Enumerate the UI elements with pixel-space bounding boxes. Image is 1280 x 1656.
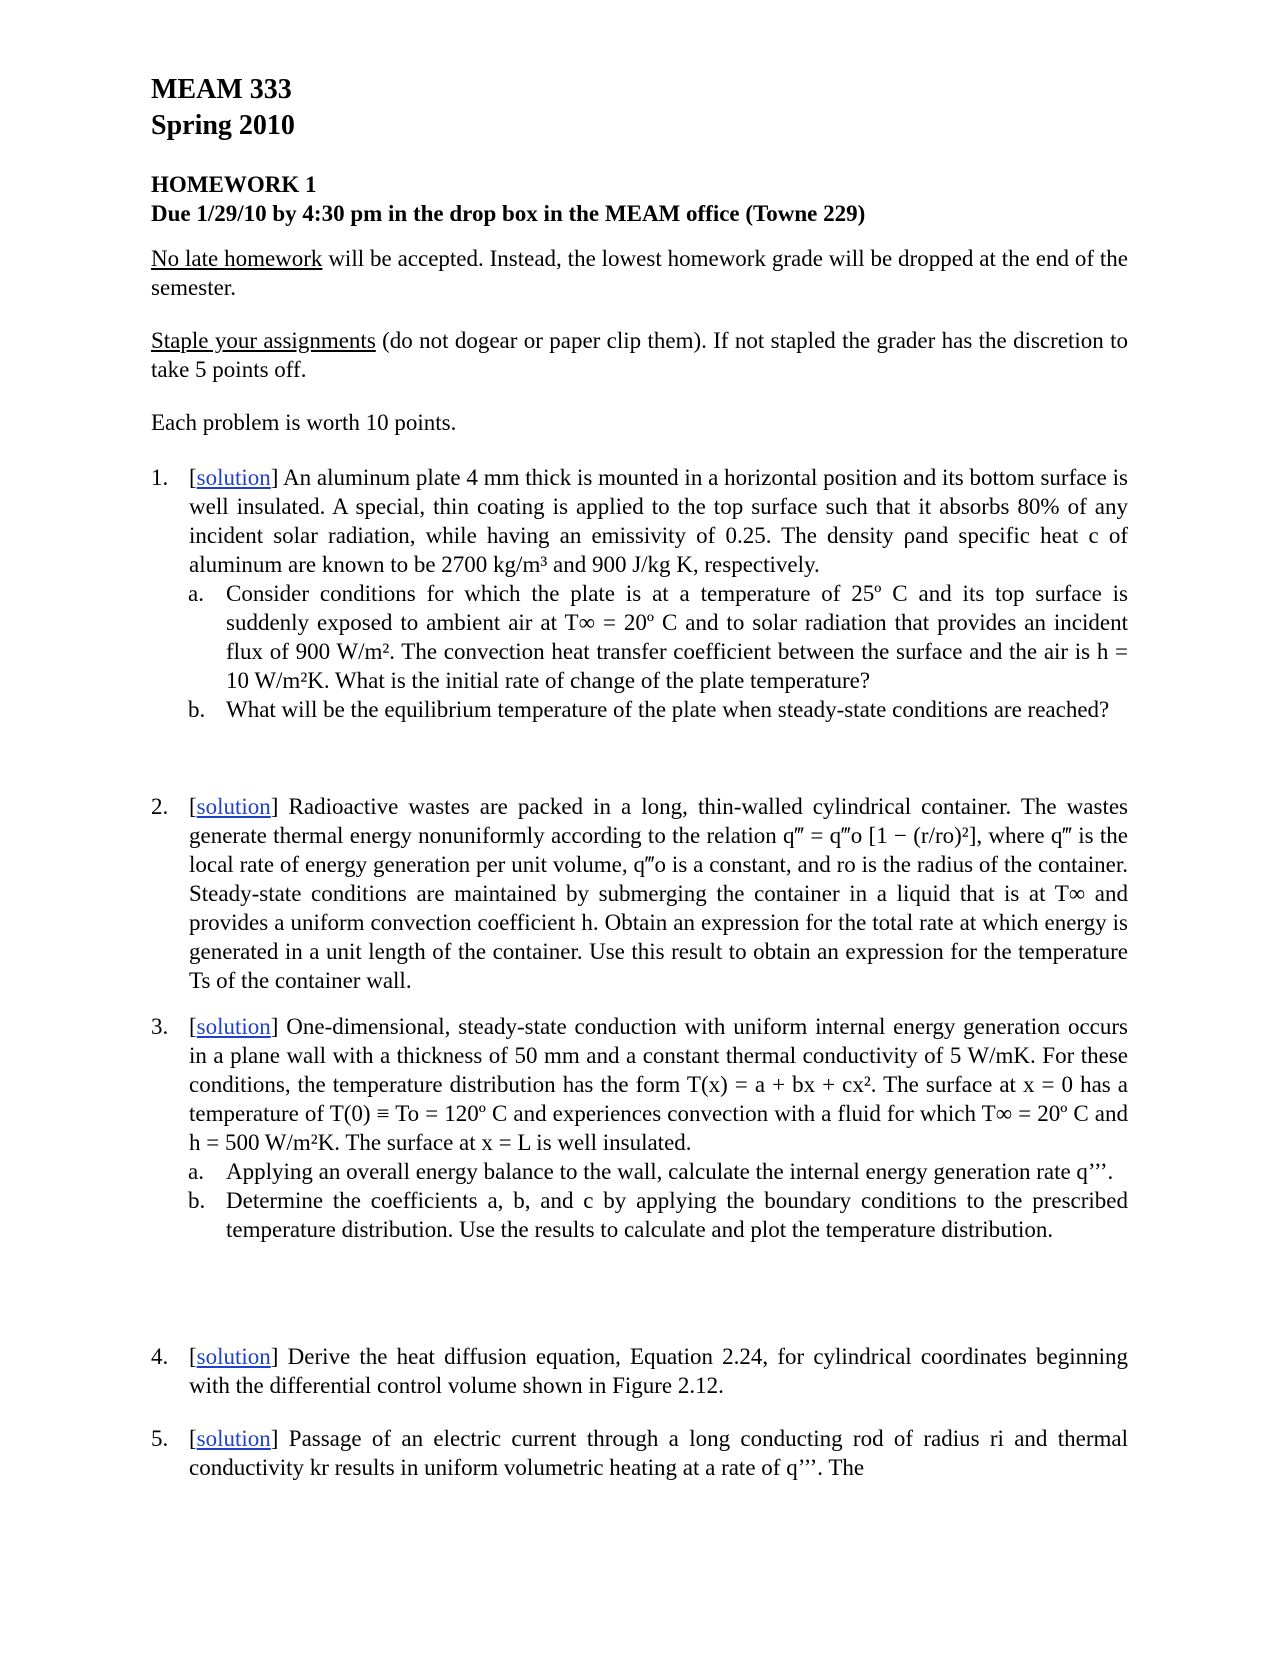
- solution-link[interactable]: solution: [196, 1344, 271, 1369]
- late-policy-text: will be accepted. Instead, the lowest homework grade will be dropped at the end of the semester.: [151, 246, 1128, 300]
- solution-link[interactable]: solution: [196, 465, 271, 490]
- part-text: Consider conditions for which the plate is at a temperature of 25º C and its top surface is suddenly exposed to ambient air at T∞ = 20º C and to solar radiation that provides an incident flux of 900 W/m². The convection heat transfer coefficient between the surface and the air is h = 10 W/m²K. What is the initial rate of change of the plate temperature?: [226, 581, 1128, 693]
- part-letter: a.: [188, 581, 204, 606]
- late-policy-link[interactable]: No late homework: [151, 246, 323, 271]
- course-title: MEAM 333: [151, 74, 292, 105]
- course-header: [151, 72, 295, 144]
- problem-number: 4.: [151, 1344, 169, 1369]
- problem-text: One-dimensional, steady-state conduction with uniform internal energy generation occurs in a plane wall with a thickness of 50 mm and a constant thermal conductivity of 5 W/mK. For these conditions, the temperature distribution has the form T(x) = a + bx + cx². The surface at x = 0 has a temperature of T(0) ≡ To = 120º C and experiences convection with a fluid for which T∞ = 20º C and h = 500 W/m²K. The surface at x = L is well insulated.: [189, 1014, 1128, 1155]
- problem-text: An aluminum plate 4 mm thick is mounted in a horizontal position and its bottom surface is well insulated. A special, thin coating is applied to the top surface such that it absorbs 80% of any incident solar radiation, while having an emissivity of 0.25. The density ρand specific heat c of aluminum are known to be 2700 kg/m³ and 900 J/kg K, respectively.: [189, 465, 1129, 577]
- homework-header: [151, 170, 865, 228]
- staple-policy-link[interactable]: Staple your assignments: [151, 328, 376, 353]
- problem-part: [188, 1157, 1128, 1186]
- problem-part: [188, 695, 1128, 724]
- solution-link[interactable]: solution: [196, 1426, 271, 1451]
- problem-number: 3.: [151, 1014, 169, 1039]
- part-text: Determine the coefficients a, b, and c by applying the boundary conditions to the prescribed temperature distribution. Use the results to calculate and plot the temperature distribution.: [226, 1188, 1128, 1242]
- problem-4: 4. [solution] Derive the heat diffusion equation, Equation 2.24, for cylindrical coordinates beginning with the differential control volume shown in Figure 2.12.: [151, 1344, 1128, 1398]
- problem-text: Radioactive wastes are packed in a long, thin-walled cylindrical container. The wastes generate thermal energy nonuniformly according to the relation q‴ = q‴o [1 − (r/ro)²], where q‴ is the local rate of energy generation per unit volume, q‴o is a constant, and ro is the radius of the container. Steady-state conditions are maintained by submerging the container in a liquid that is at T∞ and provides a uniform convection coefficient h. Obtain an expression for the total rate at which energy is generated in a unit length of the container. Use this result to obtain an expression for the temperature Ts of the container wall.: [189, 794, 1128, 993]
- problem-text: Derive the heat diffusion equation, Equation 2.24, for cylindrical coordinates beginning with the differential control volume shown in Figure 2.12.: [189, 1344, 1128, 1398]
- homework-title: HOMEWORK 1: [151, 172, 317, 197]
- problem-number: 2.: [151, 794, 169, 819]
- staple-policy: [151, 326, 1128, 384]
- problem-text: Passage of an electric current through a long conducting rod of radius ri and thermal conductivity kr results in uniform volumetric heating at a rate of q’’’. The: [189, 1426, 1128, 1480]
- problem-number: 5.: [151, 1426, 169, 1451]
- course-term: Spring 2010: [151, 110, 295, 141]
- problem-part: [188, 579, 1128, 695]
- late-policy: [151, 244, 1128, 302]
- staple-policy-text: (do not dogear or paper clip them). If not stapled the grader has the discretion to take 5 points off.: [151, 328, 1128, 382]
- problem-3: 3. [solution] One-dimensional, steady-state conduction with uniform internal energy generation occurs in a plane wall with a thickness of 50 mm and a constant thermal conductivity of 5 W/mK. For these conditions, the temperature distribution has the form T(x) = a + bx + cx². The surface at x = 0 has a temperature of T(0) ≡ To = 120º C and experiences convection with a fluid for which T∞ = 20º C and h = 500 W/m²K. The surface at x = L is well insulated. a. Applying an overall energy balance to the wall, calculate the internal energy generation rate q’’’. b. Determine the coefficients a, b, and c by applying the boundary conditions to the prescribed temperature distribution. Use the results to calculate and plot the temperature distribution.: [151, 1014, 1128, 1242]
- problem-number: 1.: [151, 465, 169, 490]
- part-letter: b.: [188, 697, 206, 722]
- part-text: What will be the equilibrium temperature of the plate when steady-state conditions are reached?: [226, 697, 1110, 722]
- problem-1: 1. [solution] An aluminum plate 4 mm thick is mounted in a horizontal position and its bottom surface is well insulated. A special, thin coating is applied to the top surface such that it absorbs 80% of any incident solar radiation, while having an emissivity of 0.25. The density ρand specific heat c of aluminum are known to be 2700 kg/m³ and 900 J/kg K, respectively. a. Consider conditions for which the plate is at a temperature of 25º C and its top surface is suddenly exposed to ambient air at T∞ = 20º C and to solar radiation that provides an incident flux of 900 W/m². The convection heat transfer coefficient between the surface and the air is h = 10 W/m²K. What is the initial rate of change of the plate temperature? b. What will be the equilibrium temperature of the plate when steady-state conditions are reached?: [151, 465, 1129, 722]
- part-text: Applying an overall energy balance to the wall, calculate the internal energy generation rate q’’’.: [226, 1159, 1114, 1184]
- problem-part: [188, 1186, 1128, 1244]
- points-note: Each problem is worth 10 points.: [151, 410, 457, 435]
- part-letter: a.: [188, 1159, 204, 1184]
- part-letter: b.: [188, 1188, 206, 1213]
- problem-2: 2. [solution] Radioactive wastes are packed in a long, thin-walled cylindrical container. The wastes generate thermal energy nonuniformly according to the relation q‴ = q‴o [1 − (r/ro)²], where q‴ is the local rate of energy generation per unit volume, q‴o is a constant, and ro is the radius of the container. Steady-state conditions are maintained by submerging the container in a liquid that is at T∞ and provides a uniform convection coefficient h. Obtain an expression for the total rate at which energy is generated in a unit length of the container. Use this result to obtain an expression for the temperature Ts of the container wall.: [151, 794, 1128, 993]
- solution-link[interactable]: solution: [196, 794, 271, 819]
- problem-5: 5. [solution] Passage of an electric current through a long conducting rod of radius ri and thermal conductivity kr results in uniform volumetric heating at a rate of q’’’. The: [151, 1426, 1128, 1480]
- due-date: Due 1/29/10 by 4:30 pm in the drop box in the MEAM office (Towne 229): [151, 201, 866, 226]
- solution-link[interactable]: solution: [196, 1014, 271, 1039]
